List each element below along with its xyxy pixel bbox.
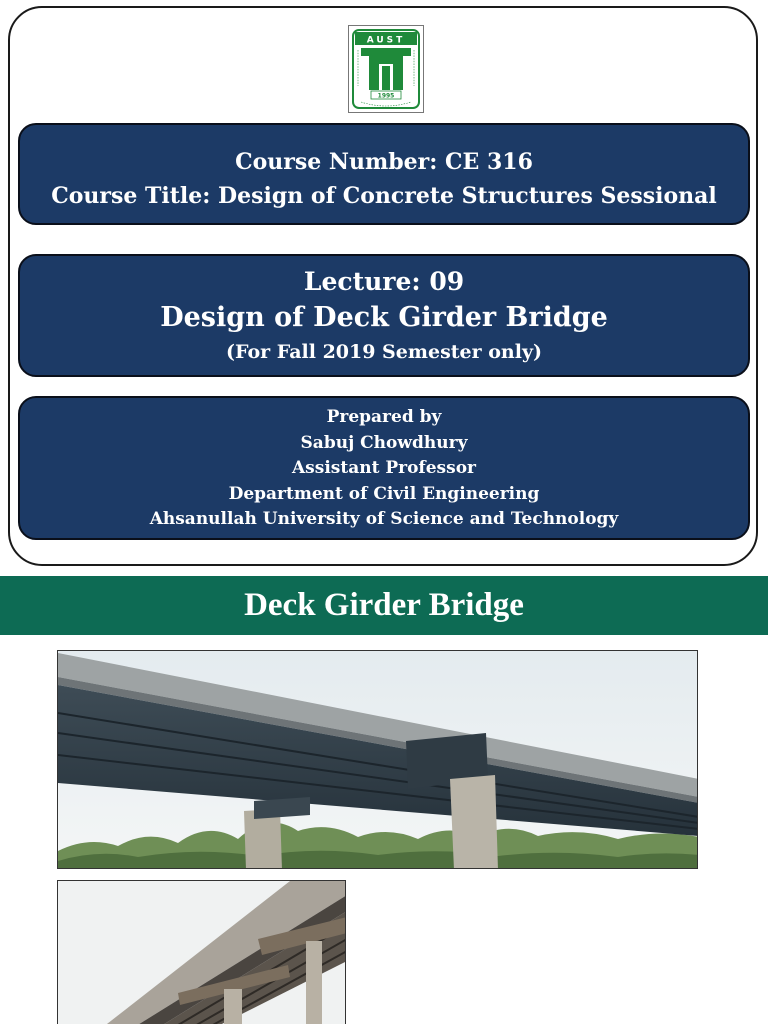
author-university: Ahsanullah University of Science and Technology [149, 509, 619, 529]
svg-text:1995: 1995 [377, 92, 395, 100]
course-number: Course Number: CE 316 [235, 149, 533, 175]
lecture-number: Lecture: 09 [303, 267, 465, 296]
bridge-photo-icon [57, 650, 698, 869]
prepared-by-label: Prepared by [326, 407, 442, 427]
svg-text:AUST: AUST [366, 35, 406, 46]
author-department: Department of Civil Engineering [228, 483, 540, 504]
course-title: Course Title: Design of Concrete Structures Sessional [51, 183, 717, 209]
slide-title-bar [0, 576, 768, 635]
author-info-box [18, 396, 750, 540]
lecture-note: (For Fall 2019 Semester only) [226, 341, 542, 363]
author-designation: Assistant Professor [291, 458, 476, 478]
author-name: Sabuj Chowdhury [300, 432, 468, 453]
title-slide [8, 6, 758, 566]
lecture-info-box [18, 254, 750, 377]
bridge-photo-icon [57, 880, 346, 1024]
slide-title: Deck Girder Bridge [244, 587, 524, 623]
university-logo-icon [348, 25, 424, 113]
course-info-box [18, 123, 750, 225]
lecture-topic: Design of Deck Girder Bridge [160, 302, 608, 333]
